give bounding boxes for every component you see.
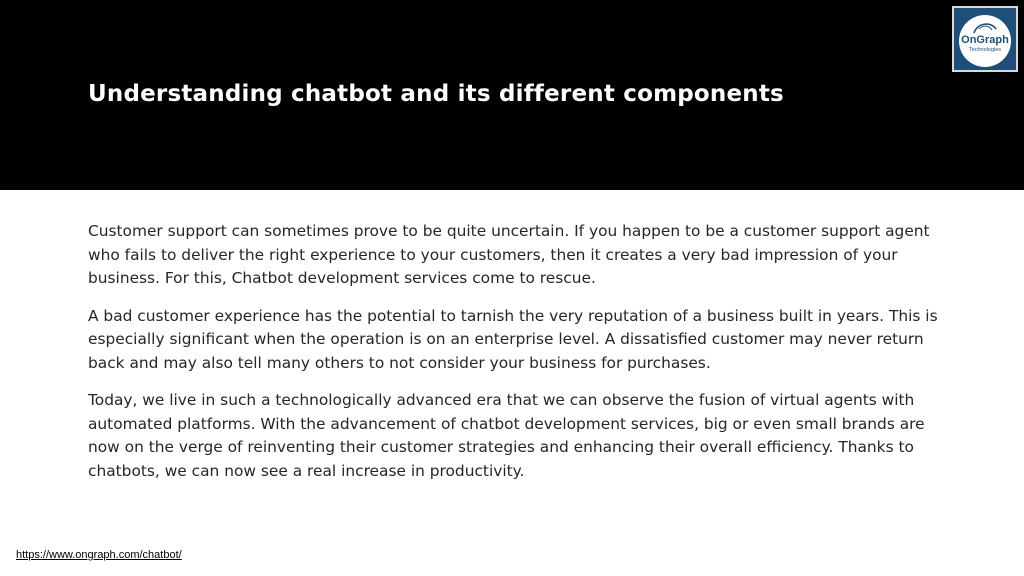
logo-badge <box>959 15 1011 67</box>
slide-body <box>88 220 938 497</box>
slide-title: Understanding chatbot and its different components <box>88 81 784 107</box>
paragraph-3: Today, we live in such a technologically advanced era that we can observe the fusion of virtual agents with automated platforms. With the advancement of chatbot development services, big or even small brands are now on the verge of reinventing their customer strategies and enhancing their overall efficiency. Thanks to chatbots, we can now see a real increase in productivity. <box>88 391 925 480</box>
header-band <box>0 0 1024 190</box>
paragraph-2: A bad customer experience has the potential to tarnish the very reputation of a business built in years. This is especially significant when the operation is on an enterprise level. A dissatisfied customer may never return back and may also tell many others to not consider your business for purchases. <box>88 306 938 372</box>
logo-name: OnGraph <box>961 34 1009 46</box>
paragraph-1: Customer support can sometimes prove to be quite uncertain. If you happen to be a customer support agent who fails to deliver the right experience to your customers, then it creates a very bad impression of your business. For this, Chatbot development services come to rescue. <box>88 222 930 287</box>
footer-url-link[interactable]: https://www.ongraph.com/chatbot/ <box>16 549 182 561</box>
logo-subtitle: Technologies <box>968 47 1002 53</box>
company-logo <box>952 6 1018 72</box>
